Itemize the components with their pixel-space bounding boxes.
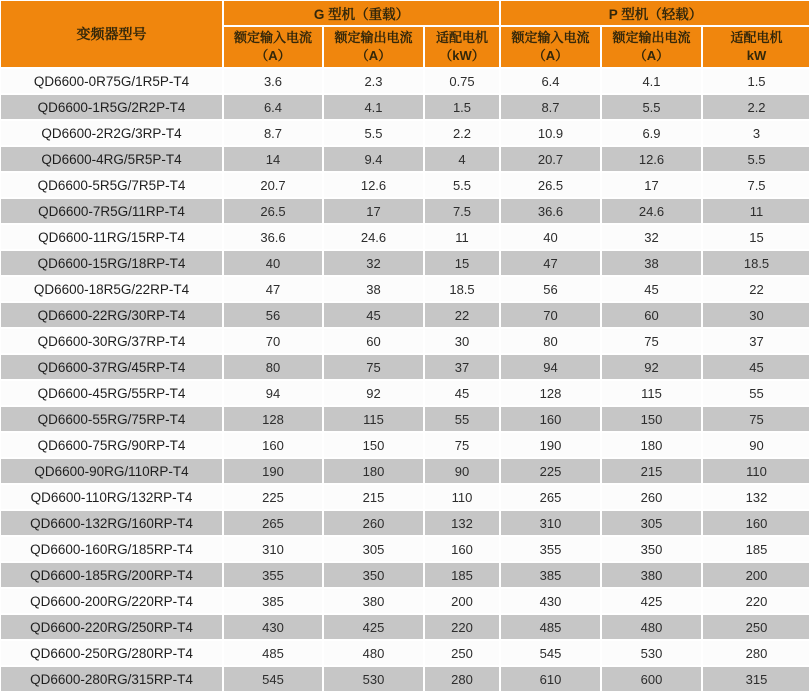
- header-line1: 额定输出电流: [612, 30, 691, 46]
- value-cell: 380: [601, 562, 702, 588]
- value-cell: 90: [424, 458, 500, 484]
- value-cell: 47: [223, 276, 323, 302]
- column-header-p-motor-kw: [702, 26, 809, 68]
- table-row: [0, 172, 809, 198]
- value-cell: 12.6: [323, 172, 424, 198]
- value-cell: 22: [424, 302, 500, 328]
- value-cell: 24.6: [601, 198, 702, 224]
- value-cell: 38: [601, 250, 702, 276]
- value-cell: 36.6: [223, 224, 323, 250]
- value-cell: 6.4: [223, 94, 323, 120]
- model-cell: QD6600-160RG/185RP-T4: [0, 536, 223, 562]
- value-cell: 200: [702, 562, 809, 588]
- model-cell: QD6600-30RG/37RP-T4: [0, 328, 223, 354]
- value-cell: 24.6: [323, 224, 424, 250]
- value-cell: 10.9: [500, 120, 601, 146]
- value-cell: 250: [702, 614, 809, 640]
- value-cell: 425: [601, 588, 702, 614]
- header-line2: （A）: [255, 48, 291, 63]
- value-cell: 45: [601, 276, 702, 302]
- value-cell: 17: [323, 198, 424, 224]
- value-cell: 8.7: [223, 120, 323, 146]
- value-cell: 75: [323, 354, 424, 380]
- value-cell: 22: [702, 276, 809, 302]
- value-cell: 260: [323, 510, 424, 536]
- header-line2: （A）: [532, 48, 569, 63]
- value-cell: 225: [223, 484, 323, 510]
- value-cell: 480: [323, 640, 424, 666]
- table-row: [0, 198, 809, 224]
- value-cell: 150: [601, 406, 702, 432]
- value-cell: 94: [223, 380, 323, 406]
- table-row: [0, 146, 809, 172]
- value-cell: 115: [601, 380, 702, 406]
- value-cell: 36.6: [500, 198, 601, 224]
- value-cell: 3: [702, 120, 809, 146]
- table-row: [0, 380, 809, 406]
- value-cell: 110: [424, 484, 500, 510]
- value-cell: 385: [500, 562, 601, 588]
- header-line2: （A）: [633, 48, 670, 63]
- value-cell: 128: [500, 380, 601, 406]
- value-cell: 45: [323, 302, 424, 328]
- value-cell: 150: [323, 432, 424, 458]
- table-row: [0, 328, 809, 354]
- value-cell: 4.1: [323, 94, 424, 120]
- value-cell: 37: [424, 354, 500, 380]
- value-cell: 17: [601, 172, 702, 198]
- value-cell: 160: [223, 432, 323, 458]
- model-cell: QD6600-220RG/250RP-T4: [0, 614, 223, 640]
- model-cell: QD6600-22RG/30RP-T4: [0, 302, 223, 328]
- value-cell: 45: [702, 354, 809, 380]
- value-cell: 38: [323, 276, 424, 302]
- table-row: [0, 406, 809, 432]
- value-cell: 94: [500, 354, 601, 380]
- column-header-model: 变频器型号: [0, 0, 223, 68]
- header-group-row: [0, 0, 809, 26]
- value-cell: 425: [323, 614, 424, 640]
- table-row: [0, 588, 809, 614]
- value-cell: 92: [601, 354, 702, 380]
- value-cell: 355: [500, 536, 601, 562]
- column-header-g-output-current: [323, 26, 424, 68]
- value-cell: 6.4: [500, 68, 601, 94]
- model-cell: QD6600-5R5G/7R5P-T4: [0, 172, 223, 198]
- value-cell: 215: [601, 458, 702, 484]
- value-cell: 6.9: [601, 120, 702, 146]
- header-line1: 额定输入电流: [511, 30, 590, 46]
- model-cell: QD6600-45RG/55RP-T4: [0, 380, 223, 406]
- value-cell: 20.7: [223, 172, 323, 198]
- model-cell: QD6600-185RG/200RP-T4: [0, 562, 223, 588]
- value-cell: 220: [702, 588, 809, 614]
- table-row: [0, 432, 809, 458]
- value-cell: 4.1: [601, 68, 702, 94]
- table-row: [0, 120, 809, 146]
- value-cell: 32: [323, 250, 424, 276]
- column-header-p-input-current: [500, 26, 601, 68]
- column-header-p-output-current: [601, 26, 702, 68]
- table-row: [0, 536, 809, 562]
- table-row: [0, 302, 809, 328]
- value-cell: 220: [424, 614, 500, 640]
- value-cell: 180: [323, 458, 424, 484]
- value-cell: 265: [500, 484, 601, 510]
- table-row: [0, 562, 809, 588]
- value-cell: 430: [500, 588, 601, 614]
- table-row: [0, 640, 809, 666]
- table-row: [0, 68, 809, 94]
- value-cell: 305: [601, 510, 702, 536]
- table-row: [0, 276, 809, 302]
- value-cell: 4: [424, 146, 500, 172]
- value-cell: 485: [500, 614, 601, 640]
- table-row: [0, 510, 809, 536]
- value-cell: 2.2: [702, 94, 809, 120]
- table-row: [0, 614, 809, 640]
- value-cell: 60: [323, 328, 424, 354]
- column-header-g-input-current: [223, 26, 323, 68]
- value-cell: 37: [702, 328, 809, 354]
- value-cell: 15: [702, 224, 809, 250]
- value-cell: 545: [223, 666, 323, 692]
- model-cell: QD6600-18R5G/22RP-T4: [0, 276, 223, 302]
- value-cell: 215: [323, 484, 424, 510]
- value-cell: 1.5: [424, 94, 500, 120]
- column-header-g-motor-kw: [424, 26, 500, 68]
- header-line2: （kW）: [439, 48, 485, 63]
- value-cell: 90: [702, 432, 809, 458]
- value-cell: 350: [601, 536, 702, 562]
- table-body: [0, 68, 809, 692]
- value-cell: 75: [601, 328, 702, 354]
- value-cell: 185: [702, 536, 809, 562]
- value-cell: 18.5: [424, 276, 500, 302]
- value-cell: 610: [500, 666, 601, 692]
- table-header: [0, 0, 809, 68]
- value-cell: 110: [702, 458, 809, 484]
- value-cell: 225: [500, 458, 601, 484]
- value-cell: 480: [601, 614, 702, 640]
- value-cell: 5.5: [601, 94, 702, 120]
- model-cell: QD6600-132RG/160RP-T4: [0, 510, 223, 536]
- value-cell: 250: [424, 640, 500, 666]
- value-cell: 70: [223, 328, 323, 354]
- value-cell: 180: [601, 432, 702, 458]
- value-cell: 128: [223, 406, 323, 432]
- table-row: [0, 250, 809, 276]
- value-cell: 12.6: [601, 146, 702, 172]
- model-cell: QD6600-280RG/315RP-T4: [0, 666, 223, 692]
- value-cell: 115: [323, 406, 424, 432]
- value-cell: 600: [601, 666, 702, 692]
- value-cell: 3.6: [223, 68, 323, 94]
- value-cell: 30: [424, 328, 500, 354]
- value-cell: 26.5: [500, 172, 601, 198]
- value-cell: 160: [702, 510, 809, 536]
- value-cell: 310: [223, 536, 323, 562]
- value-cell: 185: [424, 562, 500, 588]
- value-cell: 80: [500, 328, 601, 354]
- model-cell: QD6600-75RG/90RP-T4: [0, 432, 223, 458]
- value-cell: 530: [601, 640, 702, 666]
- column-group-g-type: G 型机（重载）: [223, 0, 500, 26]
- value-cell: 190: [223, 458, 323, 484]
- value-cell: 92: [323, 380, 424, 406]
- value-cell: 40: [500, 224, 601, 250]
- value-cell: 26.5: [223, 198, 323, 224]
- model-cell: QD6600-1R5G/2R2P-T4: [0, 94, 223, 120]
- value-cell: 380: [323, 588, 424, 614]
- value-cell: 200: [424, 588, 500, 614]
- table-row: [0, 354, 809, 380]
- model-cell: QD6600-55RG/75RP-T4: [0, 406, 223, 432]
- value-cell: 1.5: [702, 68, 809, 94]
- value-cell: 260: [601, 484, 702, 510]
- model-cell: QD6600-7R5G/11RP-T4: [0, 198, 223, 224]
- value-cell: 305: [323, 536, 424, 562]
- value-cell: 5.5: [702, 146, 809, 172]
- value-cell: 132: [702, 484, 809, 510]
- value-cell: 18.5: [702, 250, 809, 276]
- value-cell: 280: [424, 666, 500, 692]
- value-cell: 80: [223, 354, 323, 380]
- header-line2: kW: [746, 48, 767, 63]
- value-cell: 56: [500, 276, 601, 302]
- value-cell: 132: [424, 510, 500, 536]
- value-cell: 280: [702, 640, 809, 666]
- value-cell: 40: [223, 250, 323, 276]
- model-cell: QD6600-110RG/132RP-T4: [0, 484, 223, 510]
- value-cell: 2.2: [424, 120, 500, 146]
- value-cell: 70: [500, 302, 601, 328]
- value-cell: 265: [223, 510, 323, 536]
- model-cell: QD6600-250RG/280RP-T4: [0, 640, 223, 666]
- value-cell: 160: [500, 406, 601, 432]
- value-cell: 485: [223, 640, 323, 666]
- model-cell: QD6600-37RG/45RP-T4: [0, 354, 223, 380]
- header-line2: （A）: [355, 48, 392, 63]
- value-cell: 190: [500, 432, 601, 458]
- value-cell: 9.4: [323, 146, 424, 172]
- value-cell: 47: [500, 250, 601, 276]
- value-cell: 8.7: [500, 94, 601, 120]
- value-cell: 45: [424, 380, 500, 406]
- value-cell: 56: [223, 302, 323, 328]
- value-cell: 11: [424, 224, 500, 250]
- value-cell: 75: [424, 432, 500, 458]
- value-cell: 385: [223, 588, 323, 614]
- value-cell: 545: [500, 640, 601, 666]
- value-cell: 0.75: [424, 68, 500, 94]
- value-cell: 350: [323, 562, 424, 588]
- value-cell: 55: [424, 406, 500, 432]
- value-cell: 15: [424, 250, 500, 276]
- model-cell: QD6600-4RG/5R5P-T4: [0, 146, 223, 172]
- value-cell: 2.3: [323, 68, 424, 94]
- model-cell: QD6600-11RG/15RP-T4: [0, 224, 223, 250]
- value-cell: 355: [223, 562, 323, 588]
- header-line1: 额定输出电流: [334, 30, 413, 46]
- value-cell: 5.5: [323, 120, 424, 146]
- value-cell: 75: [702, 406, 809, 432]
- value-cell: 160: [424, 536, 500, 562]
- table-row: [0, 666, 809, 692]
- header-line1: 额定输入电流: [233, 30, 312, 46]
- model-cell: QD6600-0R75G/1R5P-T4: [0, 68, 223, 94]
- model-cell: QD6600-200RG/220RP-T4: [0, 588, 223, 614]
- model-cell: QD6600-90RG/110RP-T4: [0, 458, 223, 484]
- value-cell: 310: [500, 510, 601, 536]
- model-cell: QD6600-15RG/18RP-T4: [0, 250, 223, 276]
- value-cell: 60: [601, 302, 702, 328]
- value-cell: 30: [702, 302, 809, 328]
- value-cell: 55: [702, 380, 809, 406]
- value-cell: 430: [223, 614, 323, 640]
- value-cell: 20.7: [500, 146, 601, 172]
- table-row: [0, 458, 809, 484]
- value-cell: 530: [323, 666, 424, 692]
- value-cell: 7.5: [702, 172, 809, 198]
- value-cell: 32: [601, 224, 702, 250]
- model-cell: QD6600-2R2G/3RP-T4: [0, 120, 223, 146]
- column-group-p-type: P 型机（轻载）: [500, 0, 809, 26]
- table-row: [0, 224, 809, 250]
- header-line1: 适配电机: [730, 30, 783, 46]
- header-line1: 适配电机: [435, 30, 488, 46]
- table-row: [0, 94, 809, 120]
- value-cell: 315: [702, 666, 809, 692]
- table-row: [0, 484, 809, 510]
- value-cell: 14: [223, 146, 323, 172]
- value-cell: 7.5: [424, 198, 500, 224]
- value-cell: 11: [702, 198, 809, 224]
- value-cell: 5.5: [424, 172, 500, 198]
